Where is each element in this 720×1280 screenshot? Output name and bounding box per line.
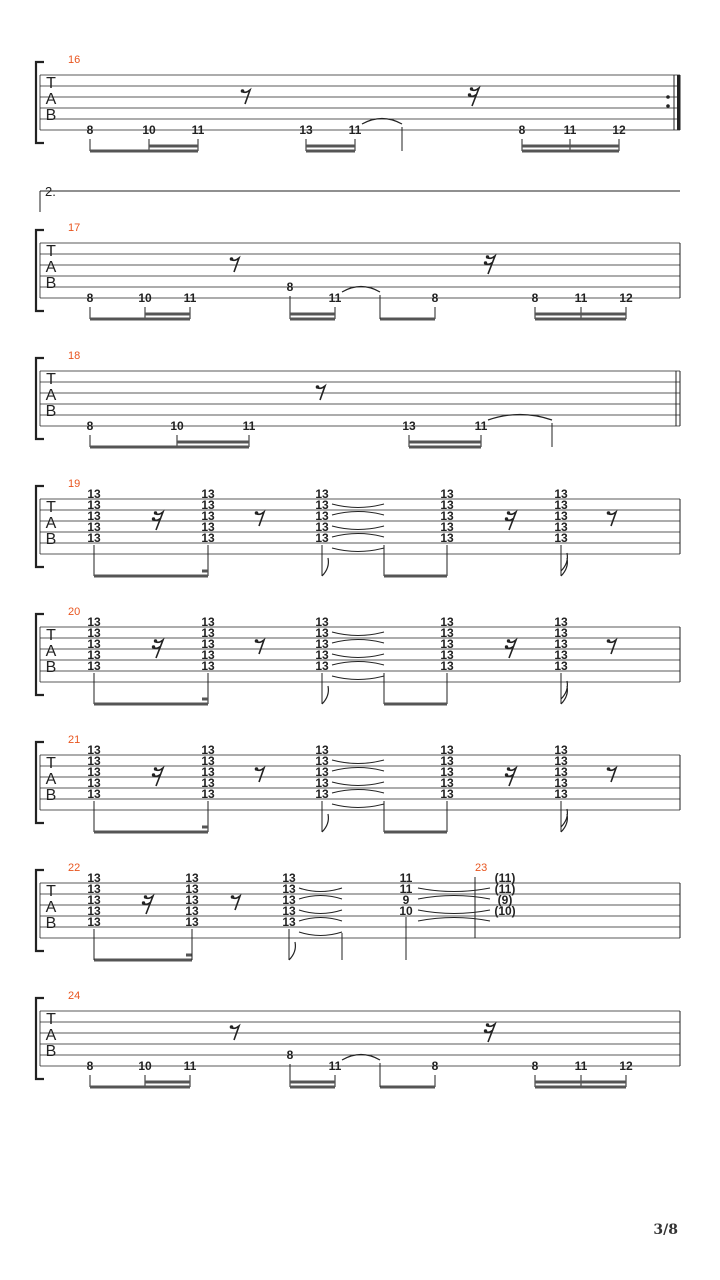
fret-number: 13 [282, 882, 296, 896]
fret-number: 13 [315, 743, 329, 757]
sixteenth-rest-dot [505, 517, 508, 520]
beam [90, 1086, 190, 1089]
tab-clef-letter: A [45, 771, 57, 788]
eighth-rest-dot [230, 1025, 234, 1029]
fret-number: 11 [183, 1059, 197, 1073]
beam [380, 1086, 435, 1089]
tab-clef-letter: B [45, 915, 57, 932]
tie [299, 932, 342, 936]
secondary-beam [409, 441, 481, 444]
beam [409, 446, 481, 449]
sixteenth-rest-dot [154, 639, 157, 642]
beam [380, 318, 435, 321]
sixteenth-rest-dot [470, 87, 473, 90]
beam [90, 446, 249, 449]
fret-number: 13 [87, 915, 101, 929]
fret-number: 13 [554, 787, 568, 801]
beam [290, 1086, 335, 1089]
beam [94, 831, 208, 834]
fret-number: 8 [431, 1059, 439, 1073]
fret-number: 13 [87, 509, 101, 523]
sixteenth-rest-dot [154, 511, 157, 514]
eighth-rest-dot [607, 767, 611, 771]
fret-number: 13 [87, 626, 101, 640]
fret-number: 13 [554, 531, 568, 545]
fret-number: 13 [440, 743, 454, 757]
eighth-rest-dot [255, 767, 259, 771]
tie [418, 896, 490, 900]
fret-number: 13 [201, 520, 215, 534]
fret-number: 13 [554, 765, 568, 779]
fret-number: 13 [87, 776, 101, 790]
notation-marks [40, 75, 680, 1089]
fret-number: 11 [183, 291, 197, 305]
eighth-rest-dot [607, 511, 611, 515]
tab-clef-letter: A [45, 91, 57, 108]
eighth-rest-dot [255, 639, 259, 643]
fret-number: 13 [315, 531, 329, 545]
note-flag [561, 681, 567, 704]
beam [290, 318, 335, 321]
fret-number: 13 [440, 615, 454, 629]
fret-number: 11 [399, 871, 413, 885]
fret-number: 13 [440, 754, 454, 768]
fret-number: 13 [87, 659, 101, 673]
eighth-rest-dot [255, 511, 259, 515]
beam [535, 1086, 626, 1089]
fret-number: 13 [87, 743, 101, 757]
fret-number: 13 [315, 626, 329, 640]
tie [418, 910, 490, 914]
fret-number: 13 [201, 776, 215, 790]
fret-number: 13 [315, 615, 329, 629]
beam [94, 575, 208, 578]
beam [384, 831, 447, 834]
tab-clef-letter: A [45, 515, 57, 532]
fret-number: 13 [315, 637, 329, 651]
tie [332, 548, 384, 552]
tab-clef-letter: T [46, 1011, 56, 1028]
fret-number: 13 [315, 648, 329, 662]
beam [90, 318, 190, 321]
secondary-beam [145, 313, 190, 316]
fret-number: 13 [87, 487, 101, 501]
secondary-beam [306, 145, 355, 148]
fret-number: 8 [431, 291, 439, 305]
tab-clef-letter: B [45, 1043, 57, 1060]
measure-number: 17 [68, 222, 81, 234]
tab-clef-letter: T [46, 627, 56, 644]
fret-number: 13 [299, 123, 313, 137]
tie [332, 676, 384, 680]
repeat-dot [666, 95, 670, 99]
fret-number: 13 [282, 871, 296, 885]
fret-number: 13 [554, 637, 568, 651]
beam [522, 150, 619, 153]
secondary-beam [290, 313, 335, 316]
fret-number: 13 [554, 520, 568, 534]
sixteenth-rest-dot [507, 767, 510, 770]
fret-number: 13 [554, 743, 568, 757]
fret-number: 13 [554, 659, 568, 673]
measure-number: 24 [68, 990, 81, 1002]
fret-number: 13 [87, 648, 101, 662]
fret-number: 13 [87, 498, 101, 512]
fret-number: 8 [518, 123, 526, 137]
sixteenth-rest-dot [484, 261, 487, 264]
tab-clef-letter: T [46, 75, 56, 92]
fret-number: 13 [440, 648, 454, 662]
fret-number: 12 [619, 1059, 633, 1073]
fret-number: 11 [191, 123, 205, 137]
fret-number: 13 [201, 615, 215, 629]
sixteenth-rest-dot [152, 773, 155, 776]
tab-clef-letter: B [45, 531, 57, 548]
eighth-rest-dot [316, 385, 320, 389]
tie [299, 910, 342, 914]
fret-number: 13 [315, 765, 329, 779]
fret-number: 13 [554, 509, 568, 523]
tie [332, 804, 384, 808]
note-flag [561, 809, 567, 832]
fret-number: 8 [286, 1048, 294, 1062]
sixteenth-rest-dot [144, 895, 147, 898]
fret-number: 8 [531, 1059, 539, 1073]
fret-number: 13 [440, 498, 454, 512]
fret-number: 10 [138, 1059, 152, 1073]
sixteenth-rest-dot [505, 773, 508, 776]
fret-number: 13 [87, 754, 101, 768]
sixteenth-rest-dot [484, 1029, 487, 1032]
fret-number: 13 [554, 615, 568, 629]
fret-number: 13 [315, 754, 329, 768]
fret-number: 12 [619, 291, 633, 305]
tab-clef-letter: A [45, 899, 57, 916]
fret-number: 8 [286, 280, 294, 294]
fret-number: 13 [201, 659, 215, 673]
note-flag [289, 942, 295, 960]
sixteenth-rest-dot [142, 901, 145, 904]
fret-number: 12 [612, 123, 626, 137]
fret-number: 13 [554, 498, 568, 512]
measure-number: 16 [68, 54, 81, 66]
fret-number: 8 [86, 291, 94, 305]
fret-number: 13 [201, 765, 215, 779]
tie [332, 526, 384, 530]
eighth-rest-dot [231, 895, 235, 899]
fret-number: 11 [328, 1059, 342, 1073]
fret-number: 13 [315, 787, 329, 801]
fret-number: 13 [440, 487, 454, 501]
tab-clef-letter: T [46, 499, 56, 516]
tie [332, 760, 384, 764]
tied-fret-number: (11) [494, 882, 516, 896]
fret-number: 13 [282, 904, 296, 918]
fret-number: 13 [282, 915, 296, 929]
fret-number: 13 [440, 637, 454, 651]
fret-number: 13 [185, 915, 199, 929]
fret-number: 13 [315, 659, 329, 673]
measure-number: 18 [68, 350, 81, 362]
secondary-beam [145, 1081, 190, 1084]
fret-number: 13 [185, 871, 199, 885]
sixteenth-rest-dot [507, 639, 510, 642]
fret-number: 13 [185, 904, 199, 918]
fret-number: 10 [138, 291, 152, 305]
tie [332, 782, 384, 786]
fret-number: 11 [474, 419, 488, 433]
beam [94, 703, 208, 706]
tie [332, 632, 384, 636]
fret-number: 13 [315, 509, 329, 523]
note-flag [322, 686, 328, 704]
fret-number: 13 [554, 648, 568, 662]
tie [332, 504, 384, 508]
tab-clef-letter: A [45, 387, 57, 404]
fret-number: 13 [315, 776, 329, 790]
secondary-beam [202, 698, 208, 701]
fret-number: 11 [574, 291, 588, 305]
tie [299, 918, 342, 922]
fret-number: 9 [402, 893, 410, 907]
secondary-beam [202, 826, 208, 829]
fret-number: 10 [170, 419, 184, 433]
fret-number: 13 [87, 893, 101, 907]
tab-clef-letter: T [46, 755, 56, 772]
fret-number: 13 [87, 637, 101, 651]
fret-number: 11 [328, 291, 342, 305]
tab-clef-letter: T [46, 371, 56, 388]
fret-number: 10 [142, 123, 156, 137]
tie [418, 918, 490, 922]
fret-number: 13 [554, 487, 568, 501]
fret-number: 13 [440, 520, 454, 534]
sixteenth-rest-dot [468, 93, 471, 96]
fret-number: 13 [185, 893, 199, 907]
fret-number: 13 [201, 787, 215, 801]
eighth-rest-dot [230, 257, 234, 261]
tie [332, 640, 384, 644]
sixteenth-rest-dot [486, 1023, 489, 1026]
fret-number: 13 [201, 754, 215, 768]
tie [418, 888, 490, 892]
fret-number: 13 [440, 626, 454, 640]
eighth-rest-dot [607, 639, 611, 643]
tie [332, 662, 384, 666]
fret-number: 10 [399, 904, 413, 918]
fret-number: 13 [440, 531, 454, 545]
beam [90, 150, 198, 153]
fret-number: 13 [87, 765, 101, 779]
fret-number: 13 [185, 882, 199, 896]
tie [332, 654, 384, 658]
fret-number: 13 [87, 904, 101, 918]
page-number: 3/8 [653, 1222, 678, 1238]
note-flag [322, 558, 328, 576]
fret-number: 13 [315, 498, 329, 512]
secondary-beam [186, 954, 192, 957]
fret-number: 8 [86, 123, 94, 137]
fret-number: 13 [201, 509, 215, 523]
fret-number: 13 [282, 893, 296, 907]
fret-number: 13 [87, 520, 101, 534]
fret-number: 13 [315, 487, 329, 501]
beam [384, 575, 447, 578]
sixteenth-rest-dot [486, 255, 489, 258]
fret-number: 13 [201, 498, 215, 512]
beam [384, 703, 447, 706]
tab-clef-letter: B [45, 787, 57, 804]
sixteenth-rest-dot [152, 645, 155, 648]
fret-number: 13 [87, 531, 101, 545]
fret-number: 11 [348, 123, 362, 137]
fret-number: 13 [440, 509, 454, 523]
volta-label: 2. [45, 184, 56, 199]
tab-clef-letter: A [45, 1027, 57, 1044]
fret-number: 8 [86, 419, 94, 433]
repeat-thick-barline [677, 75, 680, 130]
measure-number: 21 [68, 734, 81, 746]
tie [332, 790, 384, 794]
fret-number: 13 [554, 754, 568, 768]
fret-number: 13 [440, 659, 454, 673]
tab-clef-letter: A [45, 643, 57, 660]
fret-number: 13 [87, 871, 101, 885]
secondary-beam [290, 1081, 335, 1084]
sixteenth-rest-dot [505, 645, 508, 648]
beam [94, 959, 192, 962]
measure-number: 22 [68, 862, 81, 874]
note-flag [561, 553, 567, 576]
tie [332, 534, 384, 538]
secondary-beam [177, 441, 249, 444]
measure-number: 20 [68, 606, 81, 618]
fret-number: 13 [201, 743, 215, 757]
fret-number: 13 [554, 776, 568, 790]
fret-number: 13 [201, 648, 215, 662]
tab-clef-letter: A [45, 259, 57, 276]
tie [332, 512, 384, 516]
fret-number: 13 [554, 626, 568, 640]
sixteenth-rest-dot [154, 767, 157, 770]
beam [535, 318, 626, 321]
tab-clef-letter: B [45, 403, 57, 420]
fret-number: 13 [201, 637, 215, 651]
note-flag [322, 814, 328, 832]
tie [299, 888, 342, 892]
tab-clef-letter: B [45, 107, 57, 124]
tab-clef-letter: B [45, 275, 57, 292]
staff-lines [36, 62, 680, 1079]
fret-number: 13 [440, 765, 454, 779]
measure-number: 23 [475, 862, 488, 874]
measure-number: 19 [68, 478, 81, 490]
fret-number: 13 [201, 487, 215, 501]
tab-clef-letter: T [46, 883, 56, 900]
fret-number: 11 [399, 882, 413, 896]
secondary-beam [202, 570, 208, 573]
secondary-beam [522, 145, 619, 148]
fret-number: 8 [531, 291, 539, 305]
tied-fret-number: (11) [494, 871, 516, 885]
fret-number: 13 [87, 882, 101, 896]
eighth-rest-dot [241, 89, 245, 93]
secondary-beam [149, 145, 198, 148]
tab-clef-letter: T [46, 243, 56, 260]
fret-number: 13 [440, 787, 454, 801]
tied-fret-number: (10) [494, 904, 516, 918]
fret-number: 8 [86, 1059, 94, 1073]
fret-number: 11 [563, 123, 577, 137]
fret-number: 13 [402, 419, 416, 433]
fret-number: 13 [201, 531, 215, 545]
fret-number: 13 [87, 615, 101, 629]
tab-clef-letter: B [45, 659, 57, 676]
tie [299, 896, 342, 900]
fret-number: 13 [201, 626, 215, 640]
repeat-dot [666, 104, 670, 108]
fret-number: 11 [242, 419, 256, 433]
tied-fret-number: (9) [497, 893, 513, 907]
secondary-beam [535, 313, 626, 316]
fret-number: 13 [440, 776, 454, 790]
sixteenth-rest-dot [507, 511, 510, 514]
tie [332, 768, 384, 772]
sixteenth-rest-dot [152, 517, 155, 520]
fret-number: 13 [315, 520, 329, 534]
secondary-beam [535, 1081, 626, 1084]
fret-number: 13 [87, 787, 101, 801]
beam [306, 150, 355, 153]
fret-number: 11 [574, 1059, 588, 1073]
